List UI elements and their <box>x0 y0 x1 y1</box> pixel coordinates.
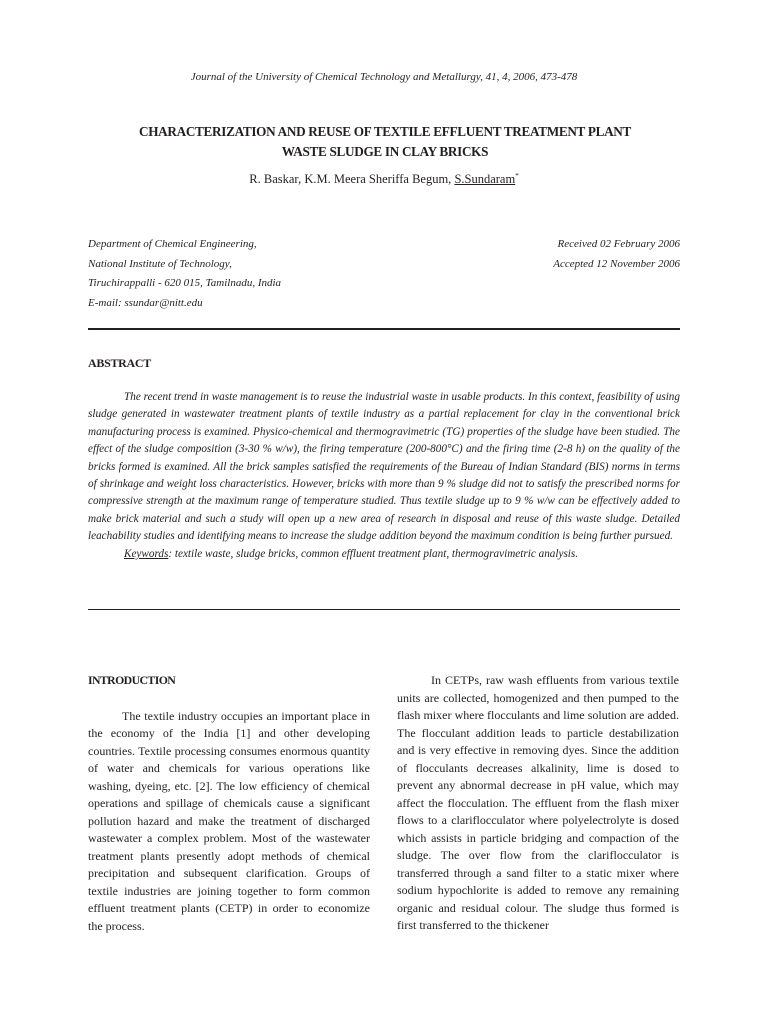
journal-header: Journal of the University of Chemical Technology and Metallurgy, 41, 4, 2006, 473-478 <box>190 71 578 83</box>
accepted-date: Accepted 12 November 2006 <box>553 257 680 270</box>
bottom-divider <box>88 609 680 610</box>
author-list <box>0 172 768 187</box>
introduction-paragraph: The textile industry occupies an important place in the economy of the India [1] and other developing countries. Textile processing consumes enormous quantity of water and chemicals for various operations like washing, dyeing, etc. [2]. The low efficiency of chemical operations and spillage of chemicals cause a significant pollution hazard and make the treatment of discharged wastewater a complex problem. Most of the wastewater treatment plants presently adopt methods of chemical precipitation and subsequent clarification. Groups of textile industries are joining together to form common effluent treatment plants (CETP) in order to economize the process. <box>88 708 370 933</box>
abstract-body <box>88 389 680 563</box>
keywords-line <box>88 546 680 563</box>
received-date: Received 02 February 2006 <box>557 238 680 250</box>
affiliation <box>88 235 408 313</box>
title-line-2: WASTE SLUDGE IN CLAY BRICKS <box>281 144 489 159</box>
dates-block <box>440 235 680 274</box>
keywords-label: Keywords <box>124 547 169 560</box>
email-line: E-mail: ssundar@nitt.edu <box>88 296 203 309</box>
left-column <box>88 672 370 935</box>
abstract-text: The recent trend in waste management is to reuse the industrial waste in usable products. In this context, feasibility of using sludge generated in wastewater treatment plants of textile industry as a partial replacement for clay in the conventional brick manufacturing process is examined. Physico-chemical and thermogravimetric (TG) properties of the sludge have been studied. The effect of the sludge composition (3-30 % w/w), the firing temperature (200-800°C) and the firing time (2-8 h) on the quality of the bricks formed is examined. All the brick samples satisfied the requirements of the Bureau of Indian Standard (BIS) norms in terms of shrinkage and weight loss characteristics. However, bricks with more than 9 % sludge did not to satisfy the prescribed norms for compressive strength at the maximum range of temperature studied. Thus textile sludge up to 9 % w/w can be effectively added to make brick material and such a study will open up a new area of research in disposal and reuse of this waste sludge. Detailed leachability studies and identifying means to increase the sludge addition beyond the maximum condition is being further pursued. <box>88 391 680 543</box>
authors-others: R. Baskar, K.M. Meera Sheriffa Begum, <box>249 172 455 187</box>
paper-title <box>90 122 680 162</box>
title-line-1: CHARACTERIZATION AND REUSE OF TEXTILE EFFLUENT TREATMENT PLANT <box>138 124 632 139</box>
corresponding-mark: * <box>515 172 519 180</box>
top-divider <box>88 328 680 330</box>
abstract-heading: ABSTRACT <box>88 356 151 370</box>
right-column <box>397 672 679 935</box>
affiliation-line: Department of Chemical Engineering, <box>88 238 257 250</box>
corresponding-author[interactable]: S.Sundaram <box>454 172 516 187</box>
cetp-paragraph: In CETPs, raw wash effluents from various textile units are collected, homogenized and then pumped to the flash mixer where flocculants and lime solution are added. The flocculant addition leads to particle destabilization and is very effective in removing dyes. Since the addition of flocculants decreases alkalinity, lime is dosed to prevent any abnormal decrease in pH value, which may affect the flocculation. The effluent from the flash mixer flows to a clariflocculator where polyelectrolyte is dosed which assists in particle bridging and compaction of the sludge. The over flow from the clariflocculator is transferred through a sand filter to a static mixer where sodium hypochlorite is added to remove any remaining organic and residual colour. The sludge thus formed is first transferred to the thickener <box>397 673 679 932</box>
affiliation-line: Tiruchirappalli - 620 015, Tamilnadu, India <box>88 277 282 289</box>
affiliation-line: National Institute of Technology, <box>88 257 232 270</box>
keywords-text: : textile waste, sludge bricks, common effluent treatment plant, thermogravimetric analysis. <box>168 547 579 560</box>
introduction-heading: INTRODUCTION <box>88 673 176 687</box>
